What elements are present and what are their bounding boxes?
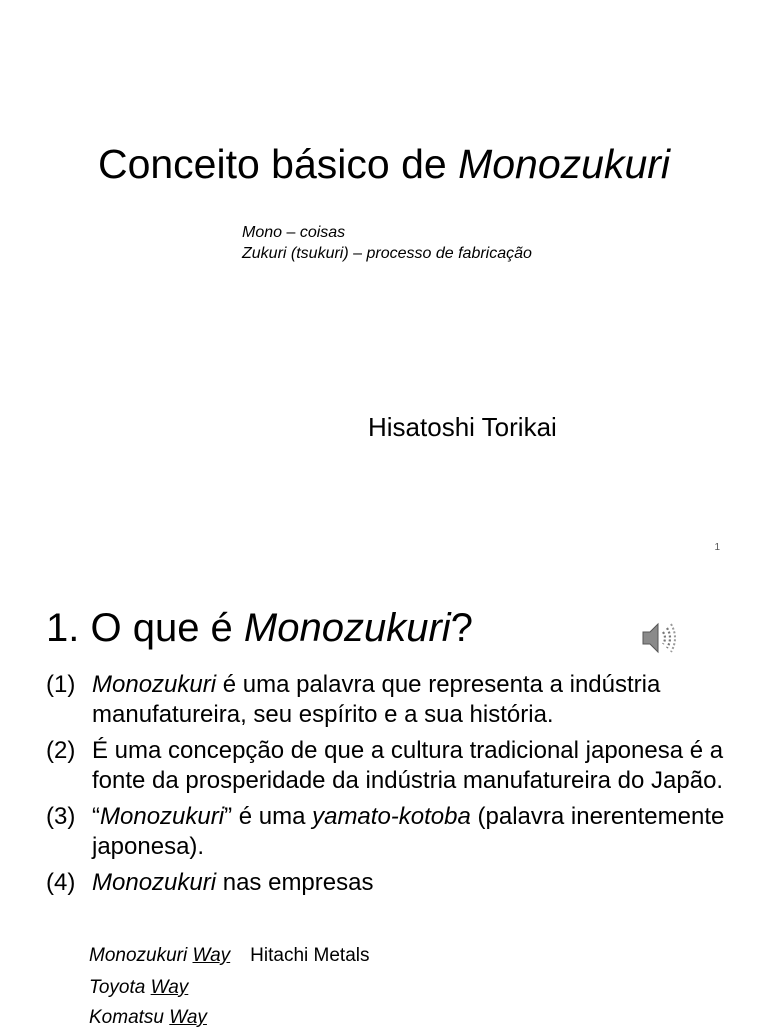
slide-2-title: 1. O que é Monozukuri? (46, 606, 473, 650)
definition-list (46, 670, 746, 904)
speaker-volume-icon[interactable] (640, 618, 680, 658)
list-item: (3) “Monozukuri” é uma yamato-kotoba (palavra inerentemente japonesa). (46, 803, 725, 860)
company-way-toyota: Toyota Way (89, 977, 189, 998)
page-number: 1 (714, 542, 720, 553)
company-way-komatsu: Komatsu Way (89, 1007, 207, 1028)
subtitle-line-zukuri: Zukuri (tsukuri) – processo de fabricação (242, 245, 532, 262)
list-item: (4) Monozukuri nas empresas (46, 869, 374, 896)
author-name: Hisatoshi Torikai (368, 412, 557, 442)
subtitle-line-mono: Mono – coisas (242, 224, 346, 241)
slide-1-title: Conceito básico de Monozukuri (97, 141, 671, 187)
list-item: (1) Monozukuri é uma palavra que representa a indústria manufatureira, seu espírito e a sua história. (46, 671, 661, 728)
list-item: (2) É uma concepção de que a cultura tradicional japonesa é a fonte da prosperidade da indústria manufatureira do Japão. (46, 737, 724, 794)
company-way-hitachi: Monozukuri Way Hitachi Metals (89, 945, 370, 966)
slide-1-subtitle (242, 222, 532, 264)
